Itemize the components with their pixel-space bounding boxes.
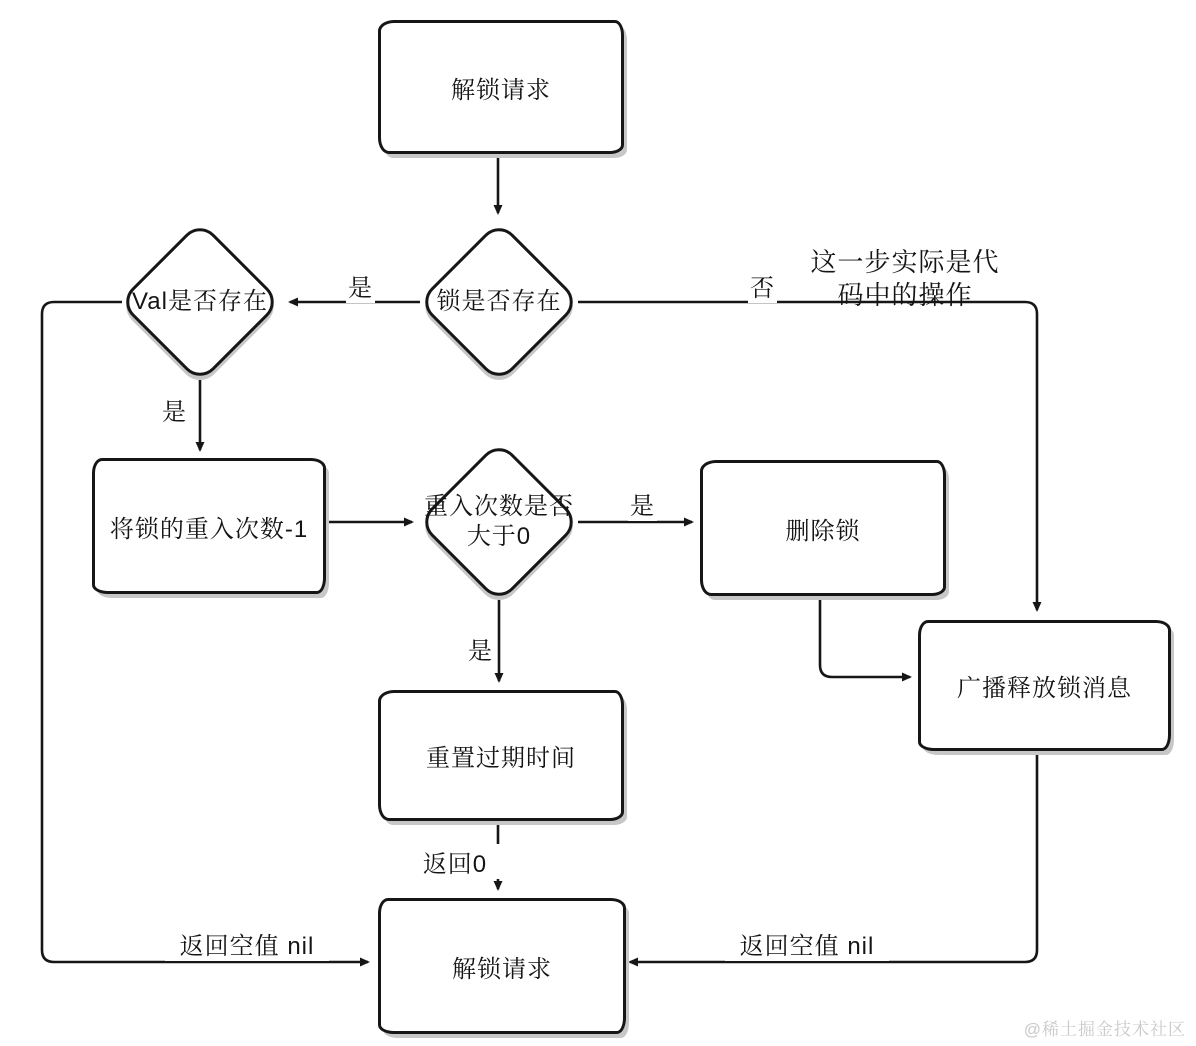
edge-label-val-exists-yes: 是 <box>160 392 189 427</box>
watermark-juejin: @稀土掘金技术社区 <box>1023 1020 1186 1039</box>
node-unlock-request-start-label: 解锁请求 <box>451 76 551 104</box>
node-val-exists-decision <box>122 224 278 380</box>
edge-label-return-nil-left: 返回空值 nil <box>165 926 329 961</box>
annotation-code-operation-line1: 这一步实际是代 <box>810 247 1000 277</box>
node-unlock-request-end <box>378 898 626 1034</box>
edge-label-lock-exists-yes: 是 <box>346 268 375 303</box>
node-reset-expiry-label: 重置过期时间 <box>426 745 576 772</box>
node-lock-exists-decision <box>421 224 577 380</box>
edge-label-reentry-yes-reset: 是 <box>466 631 495 666</box>
node-reentry-gt0-label-line1: 重入次数是否 <box>424 493 574 520</box>
node-broadcast-release <box>918 620 1171 751</box>
node-delete-lock-label: 删除锁 <box>785 517 861 545</box>
node-decrement-reentry-count <box>92 458 326 594</box>
node-val-exists-label: Val是否存在 <box>132 288 268 315</box>
annotation-code-operation-line2: 码中的操作 <box>837 280 973 310</box>
connector-valexists-no-to-end <box>42 302 368 962</box>
node-reentry-gt0-decision <box>421 444 577 600</box>
node-lock-exists-label: 锁是否存在 <box>436 288 562 315</box>
edge-label-return-nil-right: 返回空值 nil <box>725 926 889 961</box>
connector-delete-to-broadcast <box>820 590 910 677</box>
node-broadcast-release-label: 广播释放锁消息 <box>957 675 1132 702</box>
edge-label-reentry-yes-delete: 是 <box>628 486 657 521</box>
node-reentry-gt0-label-line2: 大于0 <box>466 523 532 550</box>
node-unlock-request-start <box>378 20 624 154</box>
annotation-code-operation <box>800 246 1010 312</box>
node-decrement-reentry-count-label: 将锁的重入次数-1 <box>109 515 309 543</box>
node-unlock-request-end-label: 解锁请求 <box>452 955 552 983</box>
node-delete-lock <box>700 460 946 596</box>
node-reset-expiry <box>378 690 624 821</box>
edge-label-lock-exists-no: 否 <box>748 268 777 303</box>
edge-label-return-zero: 返回0 <box>408 844 502 879</box>
